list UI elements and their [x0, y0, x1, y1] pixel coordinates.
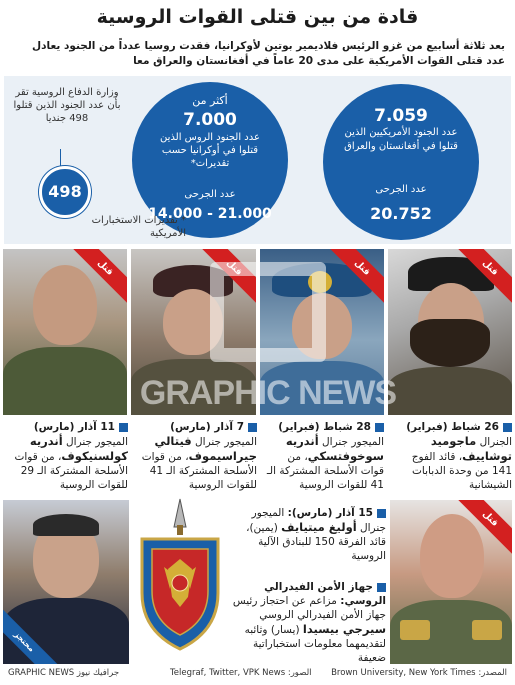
russia-killed-number: 7.000 — [183, 110, 237, 130]
estimate-footnote: * تقديرات الاستخبارات الأمريكية — [91, 215, 186, 239]
us-casualties-circle — [323, 84, 479, 240]
fsb-emblem-icon — [134, 497, 226, 653]
caption-heading: جهاز الأمن الفيدرالي الروسي: — [264, 581, 386, 607]
us-wounded-label: عدد الجرحى — [375, 184, 427, 195]
bullet-square — [377, 509, 386, 518]
photos-label: الصور: — [287, 668, 312, 678]
caption-detail: ، قائد الفوج 141 من وحدة الدبابات الشيشانية — [411, 451, 512, 491]
photo-sukhovetsky — [260, 249, 384, 415]
bullet-square — [375, 423, 384, 432]
caption-detail: ، من قوات الأسلحة المشتركة الـ 29 للقوات الروسية — [14, 451, 128, 491]
caption-kolesnikov — [6, 420, 128, 492]
russia-wounded-label: عدد الجرحى — [184, 189, 236, 200]
bullet-square — [377, 583, 386, 592]
bullet-square — [248, 423, 257, 432]
caption-sukhovetsky — [264, 420, 384, 492]
caption-detail: ، من قوات الأسلحة المشتركة الـ 41 للقوات الروسية — [266, 451, 384, 491]
uniform-shape — [131, 359, 256, 415]
caption-detail-before: مزاعم عن احتجاز رئيس جهاز الأمن الفيدرالي الروسي — [232, 595, 386, 621]
photo-tushaev — [388, 249, 512, 415]
caption-date: 15 آذار (مارس): — [287, 507, 373, 519]
caption-mityaev — [232, 506, 386, 563]
killed-ribbon: قتل — [66, 249, 127, 307]
hair-shape — [33, 514, 99, 536]
head-shape — [33, 265, 97, 345]
caption-name: فيتالي جيراسيموف — [154, 434, 257, 463]
caption-tushaev — [394, 420, 512, 492]
us-killed-number: 7.059 — [374, 106, 428, 126]
uniform-shape — [3, 347, 127, 415]
epaulette-icon — [400, 620, 430, 640]
caption-date: 7 آذار (مارس) — [170, 421, 244, 433]
caption-name: أندريه سوخوفتسكي — [285, 434, 384, 463]
credit-arabic: جرافيك نيوز — [76, 668, 120, 678]
killed-ribbon: قتل — [323, 249, 384, 307]
caption-name: سيرجي بيسيدا — [302, 622, 386, 636]
caption-rank: الجنرال — [479, 436, 512, 448]
footer-credit — [8, 668, 119, 678]
detained-ribbon: محتجز — [3, 606, 60, 664]
badge-icon — [308, 271, 332, 293]
epaulette-icon — [472, 620, 502, 640]
source-text: Brown University, New York Times — [331, 668, 476, 678]
caption-date: 11 آذار (مارس) — [33, 421, 115, 433]
killed-ribbon: قتل — [195, 249, 256, 307]
head-shape — [292, 293, 352, 359]
photo-kolesnikov — [3, 249, 127, 415]
photo-mityaev — [390, 500, 512, 664]
bullet-square — [503, 423, 512, 432]
bullet-square — [119, 423, 128, 432]
watermark-text: GRAPHIC NEWS — [139, 374, 397, 412]
caption-date: 28 شباط (فبراير) — [278, 421, 371, 433]
defence-count-number: 498 — [48, 182, 82, 201]
page-subtitle: بعد ثلاثة أسابيع من غزو الرئيس فلاديمير بوتين لأوكرانيا، فقدت روسيا عدداً من الجنود يعادل عدد قتلى القوات الأمريكية على مدى 20 عاماً في أفغانستان والعراق معا — [32, 40, 505, 67]
caption-fsb — [232, 580, 386, 665]
defence-ministry-note: وزارة الدفاع الروسية تقر بأن عدد الجنود الذين قتلوا 498 جنديا — [13, 87, 121, 124]
caption-name: ماجوميد توشاييف — [430, 434, 512, 463]
photo-gerasimov — [131, 249, 256, 415]
page-title: قادة من بين قتلى القوات الروسية — [96, 6, 419, 28]
photos-text: Telegraf, Twitter, VPK News — [170, 668, 286, 678]
caption-detail: (يمين)، قائد الفرقة 150 للبنادق الآلية الروسية — [246, 522, 386, 562]
caption-rank: الميجور جنرال — [66, 436, 128, 448]
defence-count-circle — [39, 166, 91, 218]
footer-photos — [170, 668, 312, 678]
uniform-shape — [388, 367, 512, 415]
beard-shape — [410, 319, 490, 367]
russia-killed-label: عدد الجنود الروس الذين قتلوا في أوكرانيا حسب تقديرات* — [160, 132, 260, 169]
caption-rank: الميجور جنرال — [195, 436, 257, 448]
caption-name: أندريه كولسنيكوف — [29, 434, 128, 463]
photo-beseda — [3, 500, 129, 664]
uniform-shape — [260, 361, 384, 415]
us-wounded-number: 20.752 — [370, 204, 432, 223]
head-shape — [163, 289, 223, 355]
caption-detail: ، من قوات الأسلحة المشتركة الـ 41 للقوات الروسية — [141, 451, 257, 491]
killed-ribbon: قتل — [451, 249, 512, 307]
caption-gerasimov — [135, 420, 257, 492]
credit-english: GRAPHIC NEWS — [8, 668, 75, 678]
source-label: المصدر: — [478, 668, 507, 678]
us-killed-label: عدد الجنود الأمريكيين الذين قتلوا في أفغانستان والعراق — [344, 127, 458, 152]
head-shape — [420, 514, 484, 598]
caption-rank: الميجور جنرال — [322, 436, 384, 448]
caption-detail: (يسار) وثائبه لتقديمهما معلومات استخباراتية ضعيفة — [244, 624, 386, 664]
caption-date: 26 شباط (فبراير) — [406, 421, 499, 433]
caption-rank: الميجور جنرال — [251, 507, 386, 534]
footer-source — [331, 668, 507, 678]
caption-name: أوليغ ميتيايف — [281, 520, 357, 534]
russia-killed-prefix: أكثر من — [192, 94, 228, 107]
killed-ribbon: قتل — [451, 500, 512, 558]
note-pointer — [60, 149, 61, 167]
russia-wounded-number: 14.000 - 21.000 — [148, 206, 272, 222]
